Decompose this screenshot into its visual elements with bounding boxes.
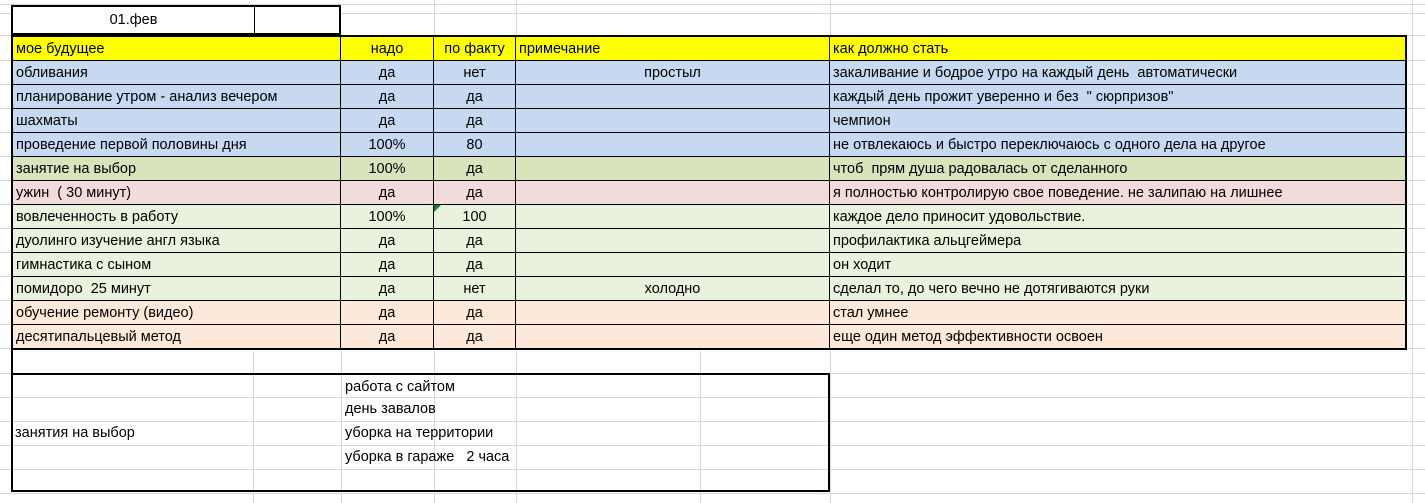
cell-fact[interactable] — [434, 301, 516, 324]
cell-text: 100% — [368, 136, 406, 153]
cell-text: да — [466, 88, 483, 105]
cell-note[interactable] — [516, 181, 830, 204]
cell-goal[interactable] — [830, 181, 1405, 204]
cell-text: дуолинго изучение англ языка — [16, 232, 220, 249]
cell-task[interactable] — [13, 205, 341, 228]
cell-task[interactable] — [13, 229, 341, 252]
cell-goal[interactable] — [830, 229, 1405, 252]
cell-text: обучение ремонту (видео) — [16, 304, 194, 321]
cell-task[interactable] — [13, 61, 341, 84]
cell-goal[interactable] — [830, 61, 1405, 84]
cell-goal[interactable] — [830, 253, 1405, 276]
gridline — [434, 0, 435, 35]
cell-fact[interactable] — [434, 325, 516, 348]
header-fact-label: по факту — [444, 40, 505, 57]
date-label: 01.фев — [109, 12, 158, 28]
table-row — [13, 252, 1405, 276]
cell-note[interactable] — [516, 205, 830, 228]
cell-text: он ходит — [833, 256, 892, 273]
cell-text: ужин ( 30 минут) — [16, 184, 132, 201]
table-row — [13, 108, 1405, 132]
cell-text: да — [466, 160, 483, 177]
cell-fact[interactable] — [434, 85, 516, 108]
cell-need[interactable] — [341, 85, 434, 108]
cell-need[interactable] — [341, 181, 434, 204]
gridline — [830, 0, 831, 35]
cell-fact[interactable] — [434, 229, 516, 252]
choice-option[interactable]: уборка в гараже 2 часа — [345, 448, 510, 465]
cell-task[interactable] — [13, 133, 341, 156]
cell-text: да — [378, 232, 396, 249]
cell-note[interactable] — [516, 325, 830, 348]
cell-fact[interactable] — [434, 277, 516, 300]
cell-goal[interactable] — [830, 277, 1405, 300]
cell-text: гимнастика с сыном — [16, 256, 152, 273]
cell-need[interactable] — [341, 253, 434, 276]
cell-text: каждое дело приносит удовольствие. — [833, 208, 1086, 225]
cell-text: да — [378, 184, 396, 201]
cell-text: да — [466, 184, 483, 201]
cell-goal[interactable] — [830, 85, 1405, 108]
cell-note[interactable] — [516, 301, 830, 324]
cell-text: проведение первой половины дня — [16, 136, 247, 153]
cell-text: профилактика альцгеймера — [833, 232, 1022, 249]
cell-note[interactable] — [516, 157, 830, 180]
cell-text: каждый день прожит уверенно и без " сюрпризов" — [833, 88, 1174, 105]
cell-text: простыл — [644, 64, 701, 81]
cell-note[interactable] — [516, 109, 830, 132]
habit-table — [11, 35, 1407, 350]
cell-task[interactable] — [13, 181, 341, 204]
cell-task[interactable] — [13, 253, 341, 276]
cell-fact[interactable] — [434, 157, 516, 180]
cell-note[interactable] — [516, 229, 830, 252]
cell-text: шахматы — [16, 112, 78, 129]
header-row — [13, 37, 1405, 60]
cell-text: чемпион — [833, 112, 891, 129]
cell-need[interactable] — [341, 277, 434, 300]
cell-text: да — [378, 112, 396, 129]
choice-option[interactable]: день завалов — [345, 400, 436, 417]
header-goal[interactable] — [830, 37, 1405, 60]
cell-need[interactable] — [341, 301, 434, 324]
cell-text: 80 — [466, 136, 483, 153]
cell-task[interactable] — [13, 157, 341, 180]
gridline — [830, 351, 831, 503]
cell-need[interactable] — [341, 61, 434, 84]
table-row — [13, 228, 1405, 252]
cell-text: да — [466, 304, 483, 321]
cell-text: холодно — [644, 280, 701, 297]
cell-text: не отвлекаюсь и быстро переключаюсь с одного дела на другое — [833, 136, 1266, 153]
cell-text: да — [378, 256, 396, 273]
cell-text: стал умнее — [833, 304, 909, 321]
table-row — [13, 204, 1405, 228]
cell-task[interactable] — [13, 325, 341, 348]
cell-text: я полностью контролирую свое поведение. не залипаю на лишнее — [833, 184, 1283, 201]
cell-goal[interactable] — [830, 133, 1405, 156]
comment-marker-icon — [434, 205, 441, 212]
cell-text: нет — [463, 64, 486, 81]
header-note[interactable] — [516, 37, 830, 60]
table-row — [13, 180, 1405, 204]
cell-note[interactable] — [516, 277, 830, 300]
header-need-label: надо — [370, 40, 404, 57]
table-row — [13, 84, 1405, 108]
cell-text: да — [378, 88, 396, 105]
cell-text: да — [378, 328, 396, 345]
cell-text: да — [378, 304, 396, 321]
cell-note[interactable] — [516, 253, 830, 276]
cell-text: вовлеченность в работу — [16, 208, 179, 225]
gridline — [1412, 0, 1413, 503]
cell-fact[interactable] — [434, 181, 516, 204]
cell-text: чтоб прям душа радовалась от сделанного — [833, 160, 1128, 177]
cell-text: да — [378, 280, 396, 297]
cell-text: обливания — [16, 64, 88, 81]
cell-task[interactable] — [13, 277, 341, 300]
cell-text: да — [466, 328, 483, 345]
cell-goal[interactable] — [830, 325, 1405, 348]
cell-task[interactable] — [13, 301, 341, 324]
cell-need[interactable] — [341, 133, 434, 156]
cell-text: да — [466, 232, 483, 249]
header-note-label: примечание — [519, 40, 601, 57]
cell-text: да — [466, 256, 483, 273]
choice-option[interactable]: уборка на территории — [345, 424, 494, 441]
border-segment — [11, 350, 13, 375]
cell-text: 100% — [368, 160, 406, 177]
header-need[interactable] — [341, 37, 434, 60]
cell-text: еще один метод эффективности освоен — [833, 328, 1103, 345]
cell-need[interactable] — [341, 157, 434, 180]
cell-fact[interactable] — [434, 109, 516, 132]
header-task-label: мое будущее — [16, 40, 105, 57]
cell-fact[interactable] — [434, 205, 516, 228]
cell-task[interactable] — [13, 109, 341, 132]
choices-label: занятия на выбор — [15, 425, 135, 441]
gridline — [516, 0, 517, 35]
cell-text: сделал то, до чего вечно не дотягиваются руки — [833, 280, 1150, 297]
table-row — [13, 276, 1405, 300]
choices-label-cell[interactable] — [15, 421, 135, 445]
cell-text: 100% — [368, 208, 406, 225]
choices-box — [11, 373, 830, 492]
cell-note[interactable] — [516, 61, 830, 84]
cell-text: 100 — [462, 208, 487, 225]
cell-text: да — [378, 64, 396, 81]
task-table-body — [13, 60, 1405, 348]
header-task[interactable] — [13, 37, 341, 60]
cell-text: закаливание и бодрое утро на каждый день автоматически — [833, 64, 1238, 81]
cell-need[interactable] — [341, 205, 434, 228]
header-fact[interactable] — [434, 37, 516, 60]
cell-note[interactable] — [516, 85, 830, 108]
choice-option[interactable]: работа с сайтом — [345, 378, 455, 395]
cell-need[interactable] — [341, 325, 434, 348]
cell-text: занятие на выбор — [16, 160, 137, 177]
date-cell[interactable] — [13, 7, 255, 33]
cell-goal[interactable] — [830, 301, 1405, 324]
cell-fact[interactable] — [434, 61, 516, 84]
table-row — [13, 156, 1405, 180]
cell-fact[interactable] — [434, 253, 516, 276]
cell-text: нет — [463, 280, 486, 297]
date-box — [11, 5, 341, 35]
cell-text: десятипальцевый метод — [16, 328, 181, 345]
cell-fact[interactable] — [434, 133, 516, 156]
cell-note[interactable] — [516, 133, 830, 156]
cell-text: помидоро 25 минут — [16, 280, 151, 297]
gridline — [0, 493, 1425, 494]
cell-goal[interactable] — [830, 109, 1405, 132]
cell-need[interactable] — [341, 109, 434, 132]
cell-task[interactable] — [13, 85, 341, 108]
cell-text: планирование утром - анализ вечером — [16, 88, 278, 105]
table-row — [13, 324, 1405, 348]
cell-goal[interactable] — [830, 157, 1405, 180]
cell-need[interactable] — [341, 229, 434, 252]
table-row — [13, 60, 1405, 84]
table-row — [13, 132, 1405, 156]
cell-goal[interactable] — [830, 205, 1405, 228]
table-row — [13, 300, 1405, 324]
cell-text: да — [466, 112, 483, 129]
header-goal-label: как должно стать — [833, 40, 949, 57]
empty-cell[interactable] — [255, 7, 339, 33]
